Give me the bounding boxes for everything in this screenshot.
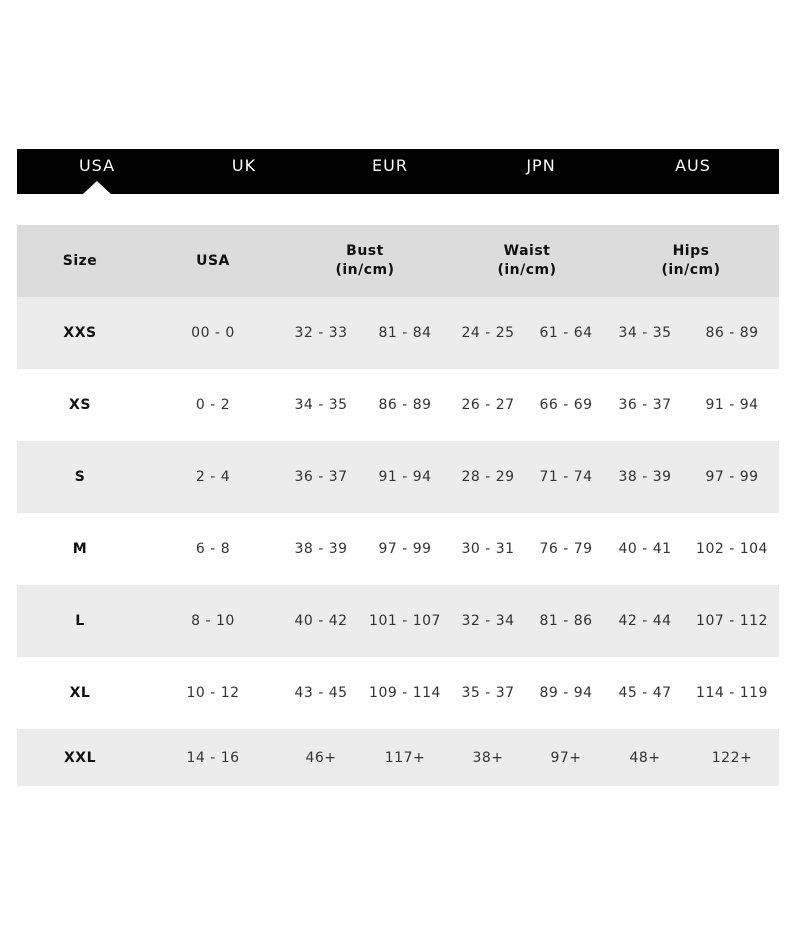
cell-bust-in: 38 - 39 [294,541,348,557]
cell-waist-cm: 76 - 79 [539,541,593,557]
table-row [17,585,779,657]
cell-hips-in: 42 - 44 [618,613,672,629]
cell-size: XL [69,685,91,701]
cell-hips-in: 45 - 47 [618,685,672,701]
table-row [17,513,779,585]
header-usa [196,225,230,297]
header-size-label: Size [62,252,98,269]
cell-usa: 10 - 12 [186,685,240,701]
cell-usa: 2 - 4 [195,469,231,485]
tab-uk-label: UK [231,156,257,175]
cell-bust-cm: 97 - 99 [378,541,432,557]
region-tab-bar [17,149,779,194]
header-hips-label: Hips [672,243,710,259]
cell-usa: 6 - 8 [195,541,231,557]
cell-waist-cm: 61 - 64 [539,325,593,341]
header-bust-unit: (in/cm) [335,262,395,278]
cell-bust-in: 46+ [305,749,337,766]
cell-hips-cm: 86 - 89 [705,325,759,341]
cell-hips-cm: 97 - 99 [705,469,759,485]
table-row [17,657,779,729]
cell-bust-in: 36 - 37 [294,469,348,485]
cell-waist-cm: 66 - 69 [539,397,593,413]
cell-bust-cm: 91 - 94 [378,469,432,485]
cell-waist-cm: 89 - 94 [539,685,593,701]
header-waist-label: Waist [503,243,551,259]
header-usa-label: USA [196,252,230,269]
cell-size: L [75,613,85,629]
cell-waist-in: 35 - 37 [461,685,515,701]
tab-eur-label: EUR [372,156,408,175]
cell-usa: 0 - 2 [195,397,231,413]
cell-waist-cm: 81 - 86 [539,613,593,629]
cell-hips-in: 36 - 37 [618,397,672,413]
cell-hips-in: 40 - 41 [618,541,672,557]
table-row [17,369,779,441]
header-bust [335,225,394,297]
cell-bust-cm: 86 - 89 [378,397,432,413]
header-hips-unit: (in/cm) [661,262,721,278]
cell-usa: 00 - 0 [191,325,235,341]
cell-size: M [72,541,88,557]
cell-bust-in: 40 - 42 [294,613,348,629]
cell-waist-in: 38+ [472,749,504,766]
cell-waist-in: 24 - 25 [461,325,515,341]
cell-size: XXS [63,325,97,341]
cell-size: XXL [63,749,97,766]
cell-size: XS [69,397,91,413]
cell-hips-in: 38 - 39 [618,469,672,485]
tab-aus[interactable] [675,149,711,194]
tab-usa[interactable] [79,149,115,194]
tab-usa-label: USA [78,156,116,175]
table-header-row [17,225,779,297]
cell-bust-in: 43 - 45 [294,685,348,701]
tab-aus-label: AUS [675,156,711,175]
header-waist [497,225,556,297]
cell-waist-in: 28 - 29 [461,469,515,485]
table-row [17,729,779,786]
tab-eur[interactable] [372,149,408,194]
cell-waist-cm: 71 - 74 [539,469,593,485]
cell-bust-cm: 81 - 84 [378,325,432,341]
table-row [17,297,779,369]
cell-bust-cm: 117+ [384,749,426,766]
cell-hips-cm: 114 - 119 [696,685,768,701]
size-chart-table [17,225,779,786]
cell-bust-cm: 101 - 107 [369,613,441,629]
header-waist-unit: (in/cm) [497,262,557,278]
cell-hips-in: 48+ [629,749,661,766]
cell-waist-in: 30 - 31 [461,541,515,557]
cell-size: S [74,469,86,485]
cell-hips-cm: 102 - 104 [696,541,768,557]
cell-bust-in: 34 - 35 [294,397,348,413]
cell-hips-in: 34 - 35 [618,325,672,341]
cell-waist-in: 32 - 34 [461,613,515,629]
cell-hips-cm: 91 - 94 [705,397,759,413]
cell-waist-in: 26 - 27 [461,397,515,413]
table-row [17,441,779,513]
tab-uk[interactable] [232,149,256,194]
header-bust-label: Bust [346,243,384,259]
tab-jpn-label: JPN [526,156,556,175]
cell-usa: 14 - 16 [186,749,240,766]
cell-hips-cm: 122+ [711,749,753,766]
cell-waist-cm: 97+ [550,749,582,766]
active-tab-indicator [83,181,111,194]
header-size [63,225,98,297]
tab-jpn[interactable] [526,149,555,194]
cell-hips-cm: 107 - 112 [696,613,768,629]
header-hips [661,225,720,297]
cell-usa: 8 - 10 [191,613,235,629]
cell-bust-cm: 109 - 114 [369,685,441,701]
cell-bust-in: 32 - 33 [294,325,348,341]
